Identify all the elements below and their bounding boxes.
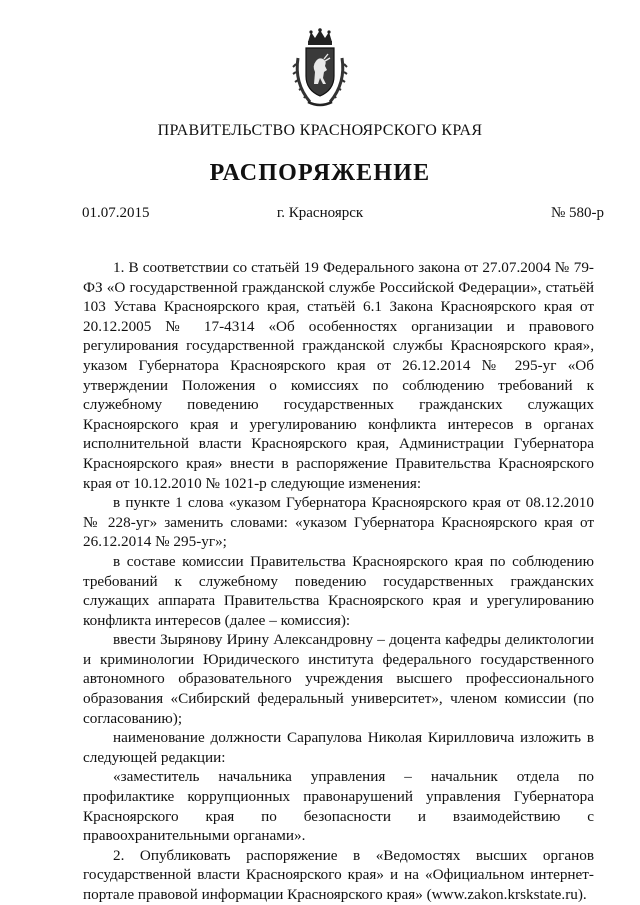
document-number: № 580-р bbox=[550, 205, 604, 221]
body-paragraph: ввести Зырянову Ирину Александровну – доцента кафедры деликтологии и криминологии Юридического института федерального государственного автономного образовательного учреждения высшего профессионального образования «Сибирский федеральный университет», членом комиссии (по согласованию); bbox=[83, 631, 594, 727]
body-paragraph: «заместитель начальника управления – начальник отдела по профилактике коррупционных правонарушений управления Губернатора Красноярского края по безопасности и взаимодействию с правоохранительными органами». bbox=[83, 768, 594, 845]
body-paragraph: в пункте 1 слова «указом Губернатора Красноярского края от 08.12.2010 № 228-уг» заменить словами: «указом Губернатора Красноярского края от 26.12.2014 № 295-уг»; bbox=[83, 494, 594, 551]
document-date: 01.07.2015 bbox=[82, 205, 150, 221]
document-city: г. Красноярск bbox=[276, 205, 364, 221]
document-type-title: РАСПОРЯЖЕНИЕ bbox=[209, 160, 431, 186]
organization-title: ПРАВИТЕЛЬСТВО КРАСНОЯРСКОГО КРАЯ bbox=[157, 122, 483, 139]
document-body bbox=[83, 258, 594, 905]
krasnoyarsk-coat-of-arms-icon bbox=[290, 28, 350, 108]
body-paragraph: 2. Опубликовать распоряжение в «Ведомостях высших органов государственной власти Красноярского края» и на «Официальном интернет-портале правовой информации Красноярского края» (www.zakon.krskstate.ru). bbox=[83, 846, 594, 903]
body-paragraph: наименование должности Сарапулова Николая Кирилловича изложить в следующей редакции: bbox=[83, 729, 594, 766]
body-paragraph: 1. В соответствии со статьёй 19 Федерального закона от 27.07.2004 № 79-ФЗ «О государственной гражданской службе Российской Федерации», статьёй 103 Устава Красноярского края, статьёй 6.1 Закона Красноярского края от 20.12.2005 № 17-4314 «Об особенностях организации и правового регулирования государственной гражданской службы Красноярского края», указом Губернатора Красноярского края от 26.12.2014 № 295-уг «Об утверждении Положения о комиссиях по соблюдению требований к служебному поведению государственных гражданских служащих Красноярского края и урегулированию конфликта интересов в органах исполнительной власти Красноярского края, Администрации Губернатора Красноярского края» внести в распоряжение Правительства Красноярского края от 10.12.2010 № 1021-р следующие изменения: bbox=[83, 259, 594, 492]
body-paragraph: в составе комиссии Правительства Красноярского края по соблюдению требований к служебному поведению государственных гражданских служащих аппарата Правительства Красноярского края и урегулированию конфликта интересов (далее – комиссия): bbox=[83, 552, 594, 629]
